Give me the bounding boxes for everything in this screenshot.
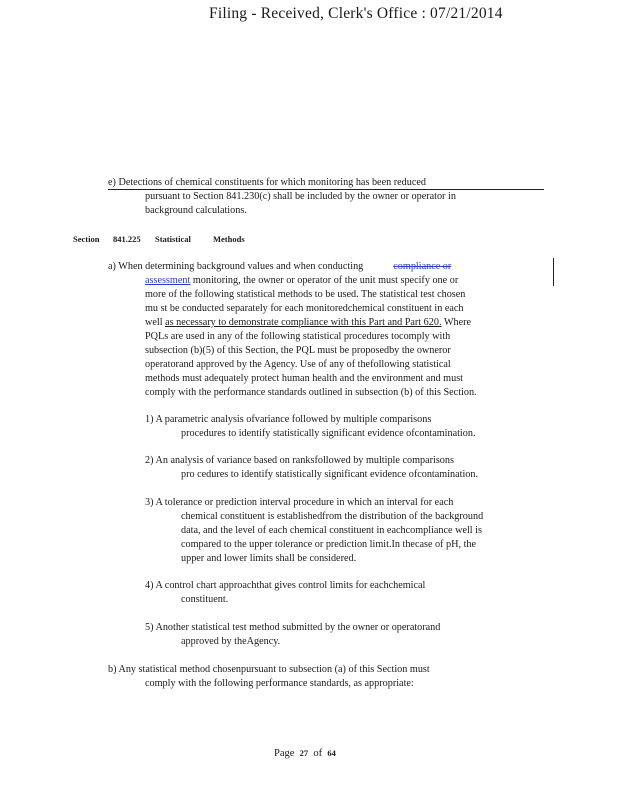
page-label: Page bbox=[274, 748, 295, 759]
item-a-line-1 bbox=[108, 260, 451, 274]
sub-item-4-line-1: 4) A control chart approachthat gives control limits for eachchemical bbox=[145, 580, 426, 591]
item-a-line-2-text: monitoring, the owner or operator of the unit must specify one or bbox=[190, 275, 459, 286]
struck-text-compliance: compliance or bbox=[393, 261, 452, 272]
sub-item-1-line-1: 1) A parametric analysis ofvariance followed by multiple comparisons bbox=[145, 414, 432, 425]
item-a-line-2 bbox=[145, 274, 458, 288]
revision-change-bar bbox=[553, 258, 554, 286]
item-a-line-5 bbox=[145, 316, 471, 330]
of-label: of bbox=[313, 748, 323, 759]
sub-item-3-line-5: upper and lower limits shall be considered. bbox=[181, 553, 357, 564]
item-a-line-4: mu st be conducted separately for each monitoredchemical constituent in each bbox=[145, 303, 464, 314]
item-a-line-1-text: a) When determining background values and when conducting bbox=[108, 261, 364, 272]
inserted-text-assessment: assessment bbox=[145, 275, 191, 286]
sub-item-2-line-1: 2) An analysis of variance based on ranksfollowed by multiple comparisons bbox=[145, 455, 454, 466]
item-a-line-8: operatorand approved by the Agency. Use of any of thefollowing statistical bbox=[145, 359, 451, 370]
sub-item-3-line-4: compared to the upper tolerance or prediction limit.In thecase of pH, the bbox=[181, 539, 477, 550]
item-a-line-9: methods must adequately protect human health and the environment and must bbox=[145, 373, 463, 384]
sub-item-2-line-2: pro cedures to identify statistically significant evidence ofcontamination. bbox=[181, 469, 479, 480]
section-title-word-1: Statistical bbox=[155, 234, 191, 244]
item-e-line-3: background calculations. bbox=[145, 205, 247, 216]
section-title-word-2: Methods bbox=[213, 234, 245, 244]
item-b-line-1: b) Any statistical method chosenpursuant to subsection (a) of this Section must bbox=[108, 664, 430, 675]
page-footer bbox=[274, 748, 336, 759]
sub-item-4-line-2: constituent. bbox=[181, 594, 229, 605]
page-total: 64 bbox=[327, 748, 336, 758]
item-e-line-1: e) Detections of chemical constituents for which monitoring has been reduced bbox=[108, 177, 426, 188]
sub-item-3-line-3: data, and the level of each chemical constituent in eachcompliance well is bbox=[181, 525, 482, 536]
item-a-line-7: subsection (b)(5) of this Section, the PQL must be proposedby the owneror bbox=[145, 345, 451, 356]
section-label: Section bbox=[73, 234, 100, 244]
item-b-line-2: comply with the following performance standards, as appropriate: bbox=[145, 678, 414, 689]
item-a-line-5-end: Where bbox=[441, 317, 472, 328]
item-a-line-5-start: well bbox=[145, 317, 166, 328]
sub-item-5-line-1: 5) Another statistical test method submitted by the owner or operatorand bbox=[145, 622, 441, 633]
item-a-line-3: more of the following statistical methods to be used. The statistical test chosen bbox=[145, 289, 466, 300]
sub-item-1-line-2: procedures to identify statistically significant evidence ofcontamination. bbox=[181, 428, 476, 439]
item-a-line-10: comply with the performance standards outlined in subsection (b) of this Section. bbox=[145, 387, 477, 398]
sub-item-3-line-1: 3) A tolerance or prediction interval procedure in which an interval for each bbox=[145, 497, 454, 508]
item-e-line-2: pursuant to Section 841.230(c) shall be included by the owner or operator in bbox=[145, 191, 456, 202]
page-number: 27 bbox=[299, 748, 309, 758]
item-a-underlined-text: as necessary to demonstrate compliance with this Part and Part 620. bbox=[165, 317, 442, 328]
item-a-line-6: PQLs are used in any of the following statistical procedures tocomply with bbox=[145, 331, 451, 342]
section-number: 841.225 bbox=[113, 234, 141, 244]
sub-item-3-line-2: chemical constituent is establishedfrom the distribution of the background bbox=[181, 511, 484, 522]
filing-header: Filing - Received, Clerk's Office : 07/21/2014 bbox=[209, 5, 503, 22]
sub-item-5-line-2: approved by theAgency. bbox=[181, 636, 281, 647]
